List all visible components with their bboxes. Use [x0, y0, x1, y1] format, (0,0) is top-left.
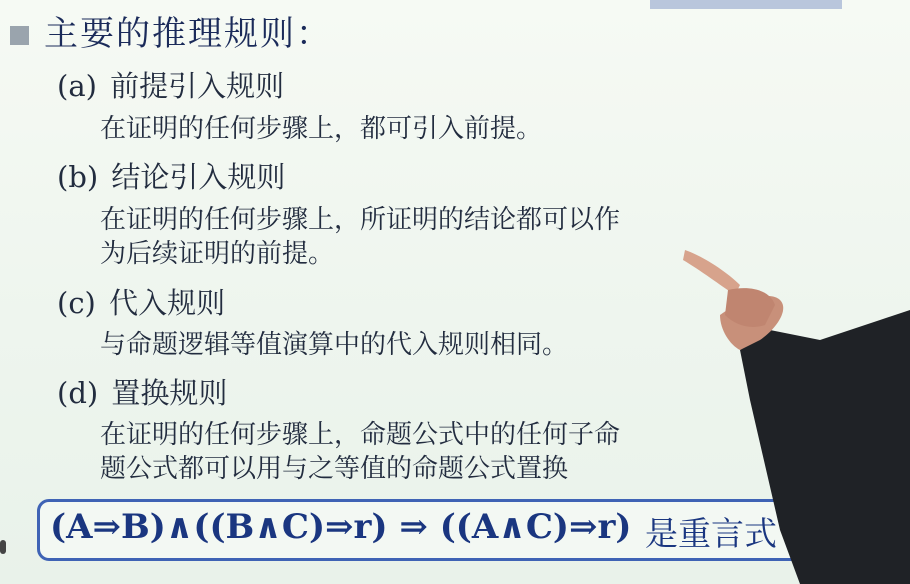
formula-expression: (A⇒B)∧((B∧C)⇒r) ⇒ ((A∧C)⇒r) [50, 507, 632, 547]
rule-b-title [57, 155, 285, 196]
rule-b-desc-line1: 在证明的任何步骤上，所证明的结论都可以作 [100, 205, 621, 235]
presenter-hand-image [680, 230, 910, 584]
formula-suffix: 是重言式 [645, 514, 777, 553]
rule-d-label: 置换规则 [111, 376, 228, 410]
rule-a-desc: 在证明的任何步骤上，都可引入前提。 [100, 114, 543, 144]
rule-d-tag: (d) [57, 376, 99, 410]
rule-c-tag: (c) [57, 286, 96, 320]
heading-bullet-icon [10, 26, 29, 45]
rule-c-label: 代入规则 [109, 286, 226, 320]
rule-a-label: 前提引入规则 [110, 69, 285, 103]
rule-b-label: 结论引入规则 [111, 160, 286, 194]
rule-a-tag: (a) [57, 69, 97, 103]
rule-b-desc-line2: 为后续证明的前提。 [100, 239, 335, 269]
rule-b-tag: (b) [57, 160, 99, 194]
rule-d-desc-line2: 题公式都可以用与之等值的命题公式置换 [100, 454, 569, 484]
rule-d-desc-line1: 在证明的任何步骤上，命题公式中的任何子命 [100, 420, 621, 450]
rule-c-desc: 与命题逻辑等值演算中的代入规则相同。 [100, 330, 569, 360]
top-decor-strip [650, 0, 842, 9]
slide-heading: 主要的推理规则： [44, 14, 332, 54]
edge-dot [0, 540, 6, 554]
rule-c-title [57, 281, 225, 322]
rule-a-title [57, 64, 284, 105]
rule-d-title [57, 371, 227, 412]
